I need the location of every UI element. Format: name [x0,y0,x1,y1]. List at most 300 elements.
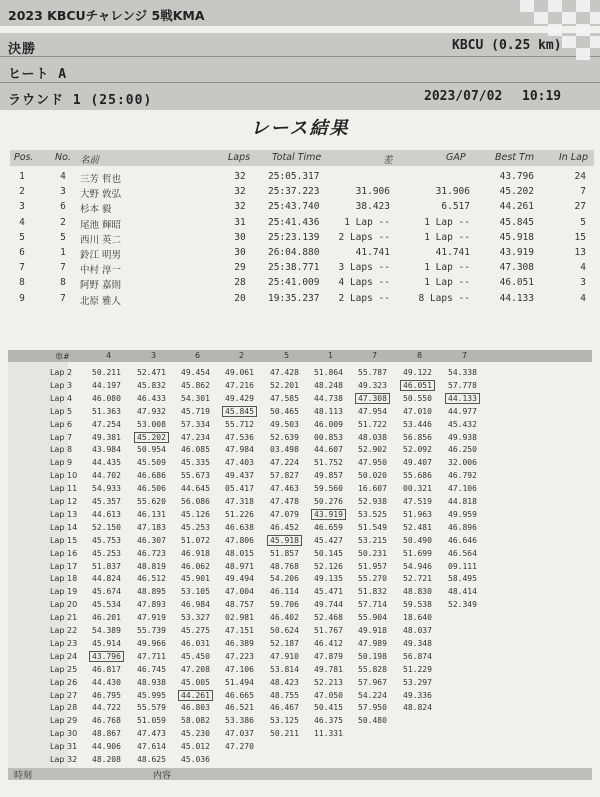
best-lap-cell: 44.133 [445,393,480,404]
results-cell: 1 Lap -- [424,262,470,274]
lap-time-cell: 47.893 [137,600,166,610]
lap-time-cell: 46.638 [225,522,254,532]
lap-time-cell: 50.490 [403,535,432,545]
results-heading: レース結果 [250,118,350,139]
results-cell: 44.133 [499,292,534,304]
lap-time-cell: 44.645 [181,484,210,494]
lap-time-cell: 50.198 [358,651,387,661]
lap-time-cell: 44.818 [448,497,477,506]
results-cell: 5 [60,231,66,243]
lap-time-cell: 47.234 [181,432,210,442]
lap-time-cell: 54.224 [358,690,387,700]
results-cell: 6 [60,201,66,213]
lap-time-cell: 46.412 [314,638,343,648]
results-cell: 19:35.237 [268,292,320,304]
lap-time-cell: 46.521 [225,703,254,713]
lap-time-cell: 46.803 [181,703,210,713]
results-cell: 4 Laps -- [338,277,390,289]
lap-time-cell: 45.005 [181,677,210,687]
race-date: 2023/07/02 [424,89,503,104]
lap-time-cell: 44.197 [92,380,121,390]
lap-time-cell: 48.867 [92,729,121,739]
lap-time-cell: 43.984 [92,445,121,455]
results-cell: 2 [60,216,66,228]
results-cell: 1 Lap -- [344,216,390,228]
lap-time-cell: 44.702 [92,471,121,481]
lap-time-cell: 47.050 [314,690,343,700]
lap-time-cell: 47.106 [448,484,477,494]
lap-time-cell: 54.206 [270,574,299,584]
event-type: 決勝 [8,42,37,57]
lap-time-cell: 50.020 [358,471,387,481]
results-cell: 32 [234,186,246,198]
best-lap-cell: 46.051 [400,380,435,391]
lap-time-cell: 46.080 [92,393,121,403]
lap-time-cell: 53.008 [137,419,166,429]
lap-time-cell: 00.321 [403,484,432,494]
best-lap-cell: 43.796 [89,651,124,662]
lap-time-cell: 59.706 [270,600,299,610]
lap-time-cell: 47.711 [137,651,166,661]
lap-label: Lap 2 [50,368,73,377]
lap-time-cell: 47.079 [270,509,299,519]
car-number-header: 車# [55,352,70,361]
lap-time-cell: 48.824 [403,703,432,713]
results-cell: 3 [60,186,66,198]
lap-time-cell: 52.150 [92,522,121,532]
results-cell: 31 [234,216,246,228]
lap-time-cell: 45.432 [448,419,477,429]
results-cell: 1 [60,247,66,258]
lap-time-cell: 47.463 [270,484,299,494]
lap-time-cell: 51.072 [181,535,210,545]
lap-time-cell: 47.183 [137,522,166,532]
lap-time-cell: 51.963 [403,509,432,519]
lap-time-cell: 53.215 [358,535,387,545]
results-cell: 4 [19,216,25,228]
lap-label: Lap 12 [50,497,78,506]
lap-time-cell: 46.686 [137,471,166,481]
car-number: 7 [372,351,378,360]
lap-time-cell: 45.253 [181,522,210,532]
lap-time-cell: 51.722 [358,419,387,429]
lap-time-cell: 46.745 [137,664,166,674]
lap-time-cell: 48.768 [270,561,299,571]
lap-time-cell: 48.971 [225,561,254,571]
results-cell: 45.918 [499,231,534,243]
lap-time-cell: 44.607 [314,445,343,455]
lap-time-cell: 47.254 [92,419,121,429]
lap-time-cell: 48.757 [225,600,254,610]
lap-label: Lap 9 [50,458,73,468]
lap-time-cell: 46.896 [448,522,477,532]
lap-label: Lap 22 [50,626,78,635]
car-number: 6 [195,351,201,360]
lap-time-cell: 53.125 [270,716,299,726]
lap-time-cell: 54.338 [448,368,477,377]
results-cell: 4 [580,262,586,274]
driver-name: 大野 敦弘 [80,189,122,201]
results-cell: 29 [234,262,246,274]
lap-label: Lap 32 [50,755,78,764]
results-cell: 24 [574,171,586,182]
lap-time-cell: 57.967 [358,677,387,687]
lap-time-cell: 51.857 [270,548,299,558]
results-cell: 3 Laps -- [338,262,390,274]
lap-time-cell: 55.904 [358,613,387,623]
car-number: 5 [284,351,290,360]
lap-label: Lap 28 [50,703,78,713]
results-cell: 26:04.880 [268,247,320,258]
lap-time-cell: 46.085 [181,445,210,455]
lap-time-cell: 47.932 [137,406,166,416]
lap-time-cell: 45.914 [92,638,121,648]
lap-time-cell: 56.086 [181,497,210,506]
lap-time-cell: 48.414 [448,587,477,597]
lap-time-cell: 44.435 [92,458,121,468]
lap-time-cell: 49.135 [314,574,343,584]
lap-time-cell: 53.327 [181,613,210,623]
results-col-header: Total Time [272,152,322,163]
lap-time-cell: 32.006 [448,458,477,468]
lap-time-cell: 45.995 [137,690,166,700]
lap-time-cell: 45.862 [181,380,210,390]
lap-time-cell: 45.335 [181,458,210,468]
results-col-header: 差 [383,155,393,166]
lap-time-cell: 45.719 [181,406,210,416]
lap-time-cell: 55.686 [403,471,432,481]
lap-time-cell: 50.550 [403,393,432,403]
lap-time-cell: 48.895 [137,587,166,597]
lap-time-cell: 55.828 [358,664,387,674]
results-cell: 7 [19,262,25,274]
lap-time-cell: 50.276 [314,497,343,506]
lap-time-cell: 51.699 [403,548,432,558]
lap-time-cell: 02.981 [225,613,254,623]
results-cell: 1 Lap -- [424,277,470,289]
lap-time-cell: 49.494 [225,574,254,584]
lap-time-cell: 50.480 [358,716,387,726]
lap-time-cell: 50.415 [314,703,343,713]
lap-time-cell: 48.248 [314,380,343,390]
lap-time-cell: 49.381 [92,432,121,442]
lap-label: Lap 14 [50,522,78,532]
results-cell: 25:23.139 [268,231,320,243]
results-col-header: Laps [228,152,251,163]
lap-time-cell: 47.989 [358,638,387,648]
lap-time-cell: 47.950 [358,458,387,468]
lap-time-cell: 46.723 [137,548,166,558]
lap-time-cell: 49.744 [314,600,343,610]
lap-time-cell: 46.131 [137,509,166,519]
lap-time-cell: 45.253 [92,548,121,558]
lap-time-cell: 51.837 [92,561,121,571]
lap-time-cell: 51.494 [225,677,254,687]
lap-time-cell: 45.753 [92,535,121,545]
driver-name: 阿野 嘉則 [80,280,122,292]
lap-time-cell: 46.918 [181,548,210,558]
lap-label: Lap 5 [50,406,73,416]
results-cell: 25:37.223 [268,186,320,198]
lap-time-cell: 55.673 [181,471,210,481]
lap-time-cell: 49.061 [225,368,254,377]
lap-time-cell: 54.389 [92,626,121,635]
results-cell: 7 [60,262,66,274]
lap-time-cell: 47.216 [225,380,254,390]
lap-time-cell: 47.984 [225,445,254,455]
results-cell: 25:05.317 [268,171,320,182]
results-cell: 7 [60,292,66,304]
lap-time-cell: 47.806 [225,535,254,545]
lap-time-cell: 52.213 [314,677,343,687]
track-info: KBCU (0.25 km) [452,38,562,53]
lap-time-cell: 54.301 [181,393,210,403]
lap-time-cell: 05.417 [225,484,254,494]
lap-label: Lap 4 [50,393,73,403]
lap-time-cell: 49.323 [358,380,387,390]
lap-time-cell: 49.918 [358,626,387,635]
lap-label: Lap 11 [50,484,78,494]
results-cell: 3 [19,201,25,213]
lap-time-cell: 52.092 [403,445,432,455]
lap-time-cell: 46.792 [448,471,477,481]
lap-time-cell: 52.349 [448,600,477,610]
lap-time-cell: 49.454 [181,368,210,377]
results-cell: 31.906 [435,186,470,198]
lap-time-cell: 56.874 [403,651,432,661]
driver-name: 北原 雅人 [80,295,122,307]
lap-time-cell: 47.010 [403,406,432,416]
lap-time-cell: 58.082 [181,716,210,726]
lap-time-cell: 46.659 [314,522,343,532]
lap-time-cell: 51.957 [358,561,387,571]
lap-time-cell: 52.639 [270,432,299,442]
best-lap-cell: 45.202 [134,432,169,443]
lap-label: Lap 30 [50,729,78,739]
lap-time-cell: 57.334 [181,419,210,429]
results-cell: 43.919 [499,247,534,258]
lap-label: Lap 10 [50,471,78,481]
results-cell: 5 [19,231,25,243]
lap-label: Lap 18 [50,574,78,584]
lap-time-cell: 46.389 [225,638,254,648]
best-lap-cell: 47.308 [355,393,390,404]
lap-time-cell: 46.467 [270,703,299,713]
lap-label: Lap 21 [50,613,78,623]
lap-time-cell: 48.037 [403,626,432,635]
lap-time-cell: 53.525 [358,509,387,519]
lap-time-cell: 52.126 [314,561,343,571]
results-cell: 1 Lap -- [424,216,470,228]
results-cell: 41.741 [435,247,470,258]
results-cell: 20 [234,292,246,304]
best-lap-cell: 44.261 [178,690,213,701]
driver-name: 尾池 輝昭 [80,219,122,231]
lap-time-cell: 53.297 [403,677,432,687]
results-cell: 8 [60,277,66,289]
lap-label: Lap 7 [50,432,73,442]
lap-time-cell: 47.536 [225,432,254,442]
lap-time-cell: 47.270 [225,742,254,752]
lap-time-cell: 55.739 [137,626,166,635]
lap-time-cell: 52.938 [358,497,387,506]
results-col-header: No. [55,152,71,163]
lap-time-cell: 46.402 [270,613,299,623]
lap-time-cell: 49.122 [403,368,432,377]
lap-time-cell: 48.113 [314,406,343,416]
driver-name: 三芳 哲也 [80,174,122,185]
lap-label: Lap 20 [50,600,78,610]
results-cell: 32 [234,201,246,213]
footer-bar [8,768,592,780]
lap-time-cell: 59.560 [314,484,343,494]
lap-time-cell: 52.902 [358,445,387,455]
lap-time-cell: 45.534 [92,600,121,610]
best-lap-cell: 45.918 [267,535,302,546]
lap-time-cell: 46.375 [314,716,343,726]
results-cell: 2 Laps -- [338,292,390,304]
lap-time-cell: 57.714 [358,600,387,610]
lap-time-cell: 58.495 [448,574,477,584]
lap-time-cell: 46.114 [270,587,299,597]
results-cell: 9 [19,292,25,304]
results-cell: 38.423 [355,201,390,213]
lap-time-cell: 51.363 [92,406,121,416]
driver-name: 中村 淳一 [80,265,122,277]
best-lap-cell: 43.919 [311,509,346,520]
lap-label: Lap 17 [50,561,78,571]
lap-label: Lap 29 [50,716,78,726]
lap-time-cell: 45.427 [314,535,343,545]
lap-time-cell: 46.768 [92,716,121,726]
lap-time-cell: 49.857 [314,471,343,481]
lap-time-cell: 57.778 [448,380,477,390]
results-cell: 3 [580,277,586,289]
lap-time-cell: 52.471 [137,368,166,377]
lap-time-cell: 45.901 [181,574,210,584]
lap-time-cell: 47.879 [314,651,343,661]
lap-time-cell: 45.674 [92,587,121,597]
results-cell: 25:41.436 [268,216,320,228]
lap-label: Lap 23 [50,638,78,648]
lap-time-cell: 50.954 [137,445,166,455]
lap-time-cell: 52.468 [314,613,343,623]
lap-time-cell: 48.423 [270,677,299,687]
results-cell: 7 [580,186,586,198]
lap-time-cell: 47.910 [270,651,299,661]
heat-label: ヒート A [8,67,68,82]
lap-time-cell: 45.230 [181,729,210,739]
lap-time-cell: 51.832 [358,587,387,597]
lap-time-cell: 45.832 [137,380,166,390]
lap-time-cell: 52.481 [403,522,432,532]
lap-time-cell: 50.211 [270,729,299,739]
best-lap-cell: 45.845 [222,406,257,417]
lap-header-row [8,350,592,362]
results-cell: 47.308 [499,262,534,274]
lap-time-cell: 57.950 [358,703,387,713]
results-cell: 6 [19,247,25,258]
lap-time-cell: 53.386 [225,716,254,726]
lap-time-cell: 48.015 [225,548,254,558]
checkered-flag-icon [490,0,600,70]
lap-time-cell: 11.331 [314,729,343,739]
results-cell: 30 [234,231,246,243]
footer-time-label: 時刻 [14,771,33,781]
lap-label: Lap 16 [50,548,78,558]
lap-time-cell: 51.059 [137,716,166,726]
lap-label: Lap 6 [50,419,73,429]
lap-time-cell: 50.145 [314,548,343,558]
lap-time-cell: 46.506 [137,484,166,494]
results-cell: 43.796 [499,171,534,182]
lap-time-cell: 53.446 [403,419,432,429]
car-number: 8 [417,351,423,360]
results-cell: 8 Laps -- [418,292,470,304]
lap-time-cell: 46.307 [137,535,166,545]
lap-time-cell: 49.336 [403,690,432,700]
lap-time-cell: 51.549 [358,522,387,532]
lap-time-cell: 47.037 [225,729,254,739]
lap-time-cell: 46.433 [137,393,166,403]
lap-time-cell: 16.607 [358,484,387,494]
lap-time-cell: 45.450 [181,651,210,661]
results-cell: 44.261 [499,201,534,213]
lap-time-cell: 48.208 [92,755,121,764]
lap-time-cell: 46.031 [181,638,210,648]
lap-time-cell: 46.250 [448,445,477,455]
race-time: 10:19 [522,89,562,104]
lap-label: Lap 8 [50,445,73,455]
lap-time-cell: 45.509 [137,458,166,468]
lap-time-cell: 46.984 [181,600,210,610]
lap-time-cell: 47.004 [225,587,254,597]
lap-time-cell: 52.201 [270,380,299,390]
lap-time-cell: 49.407 [403,458,432,468]
lap-time-cell: 46.009 [314,419,343,429]
lap-time-cell: 49.938 [448,432,477,442]
results-cell: 31.906 [355,186,390,198]
lap-time-cell: 47.208 [181,664,210,674]
lap-time-cell: 47.519 [403,497,432,506]
lap-time-cell: 54.946 [403,561,432,571]
lap-label: Lap 13 [50,509,78,519]
lap-time-cell: 51.752 [314,458,343,468]
lap-time-cell: 44.906 [92,742,121,752]
car-number: 2 [239,351,245,360]
lap-time-cell: 46.564 [448,548,477,558]
lap-time-cell: 49.966 [137,638,166,648]
lap-time-cell: 48.830 [403,587,432,597]
lap-time-cell: 47.151 [225,626,254,635]
results-cell: 13 [574,247,586,258]
lap-time-cell: 49.959 [448,509,477,519]
lap-time-cell: 50.231 [358,548,387,558]
results-cell: 25:43.740 [268,201,320,213]
results-cell: 6.517 [441,201,470,213]
lap-time-cell: 48.038 [358,432,387,442]
results-cell: 2 [19,186,25,198]
car-number: 7 [462,351,468,360]
lap-time-cell: 45.126 [181,509,210,519]
lap-time-cell: 44.977 [448,406,477,416]
lap-time-cell: 47.428 [270,368,299,377]
results-cell: 46.051 [499,277,534,289]
results-cell: 25:41.009 [268,277,320,289]
lap-time-cell: 47.106 [225,664,254,674]
lap-time-cell: 44.738 [314,393,343,403]
lap-time-cell: 51.767 [314,626,343,635]
